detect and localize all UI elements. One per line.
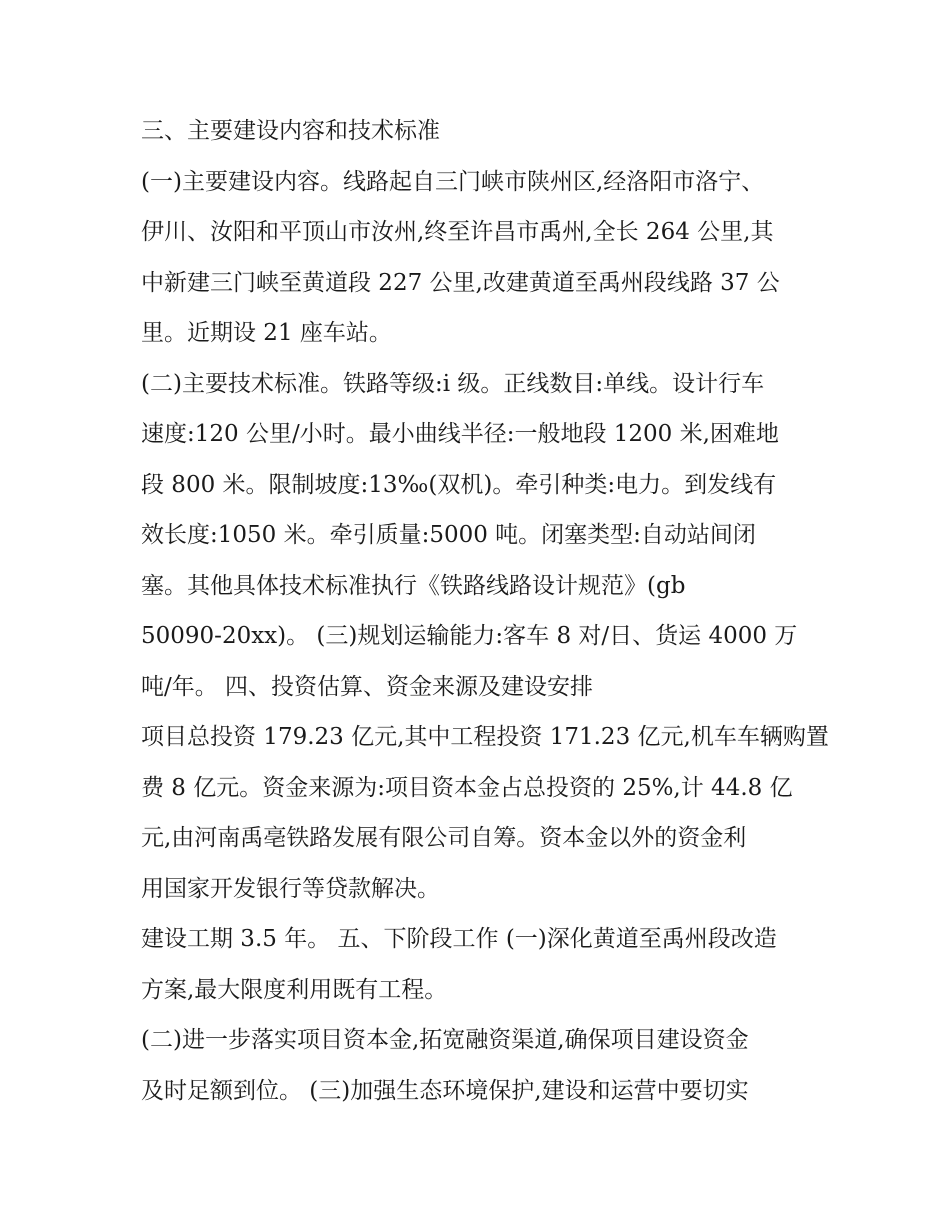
text-line: 50090-20xx)。 (三)规划运输能力:客车 8 对/日、货运 4000 万 [141, 623, 798, 649]
document-body [141, 106, 829, 1116]
text-line: 塞。其他具体技术标准执行《铁路线路设计规范》(gb [141, 572, 686, 599]
text-line: 费 8 亿元。资金来源为:项目资本金占总投资的 25%,计 44.8 亿 [141, 774, 793, 801]
text-line: 吨/年。 四、投资估算、资金来源及建设安排 [141, 673, 594, 700]
text-line: 元,由河南禹亳铁路发展有限公司自筹。资本金以外的资金利 [141, 825, 747, 851]
text-line: (二)进一步落实项目资本金,拓宽融资渠道,确保项目建设资金 [141, 1027, 749, 1053]
text-line: 方案,最大限度利用既有工程。 [141, 976, 448, 1003]
text-line: 建设工期 3.5 年。 五、下阶段工作 (一)深化黄道至禹州段改造 [141, 926, 777, 952]
text-line: (一)主要建设内容。线路起自三门峡市陕州区,经洛阳市洛宁、 [141, 168, 765, 195]
text-line: (二)主要技术标准。铁路等级:i 级。正线数目:单线。设计行车 [141, 370, 765, 397]
section-heading: 三、主要建设内容和技术标准 [141, 118, 440, 144]
text-line: 速度:120 公里/小时。最小曲线半径:一般地段 1200 米,困难地 [141, 421, 779, 447]
text-line: 效长度:1050 米。牵引质量:5000 吨。闭塞类型:自动站间闭 [141, 522, 756, 548]
text-line: 里。近期设 21 座车站。 [141, 320, 392, 346]
text-line: 伊川、汝阳和平顶山市汝州,终至许昌市禹州,全长 264 公里,其 [141, 219, 774, 245]
text-line: 用国家开发银行等贷款解决。 [141, 875, 440, 902]
text-line: 项目总投资 179.23 亿元,其中工程投资 171.23 亿元,机车车辆购置 [141, 724, 829, 750]
text-line: 及时足额到位。 (三)加强生态环境保护,建设和运营中要切实 [141, 1077, 749, 1104]
text-line: 段 800 米。限制坡度:13‰(双机)。牵引种类:电力。到发线有 [141, 471, 777, 498]
text-line: 中新建三门峡至黄道段 227 公里,改建黄道至禹州段线路 37 公 [141, 269, 780, 296]
